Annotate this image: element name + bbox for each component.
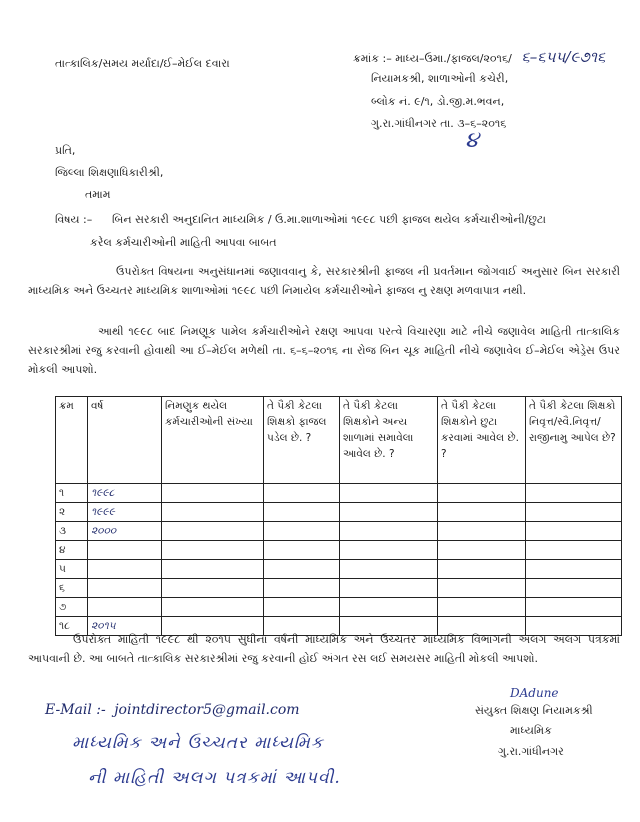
cell-year: ૨૦૦૦ — [88, 522, 162, 541]
cell-year: ૧૯૯૯ — [88, 503, 162, 522]
header-year: વર્ષ — [88, 397, 162, 484]
header-relieved: તે પૈકી કેટલા શિક્ષકોને છુટા કરવામાં આવેલ છે. ? — [438, 397, 526, 484]
email-line — [45, 702, 300, 718]
header-serial: ક્રમ — [56, 397, 88, 484]
data-table — [55, 396, 622, 636]
handwritten-note-line-2: ની માહિતી અલગ પત્રકમાં આપવી. — [88, 768, 341, 788]
recipient-prati: પ્રતિ, — [55, 144, 76, 157]
email-address: jointdirector5@gmail.com — [114, 702, 300, 718]
body-paragraph-1: ઉપરોક્ત વિષયના અનુસંધાનમાં જણાવવાનુ કે, સરકારશ્રીની ફાજલ ની પ્રવર્તમાન જોગવાઈ અનુસાર બિન સરકારી માધ્યમિક અને ઉચ્ચતર માધ્યમિક શાળાઓમાં ૧૯૯૮ પછી નિમાયેલ કર્મચારીઓને ફાજલ નુ રક્ષણ મળવાપાત્ર નથી. — [28, 265, 620, 297]
cell-year — [88, 598, 162, 617]
office-address-line-1: નિયામકશ્રી, શાળાઓની કચેરી, — [371, 72, 509, 85]
body-paragraph-3: ઉપરોક્ત માહિતી ૧૯૯૮ થી ૨૦૧૫ સુધીના વર્ષની માધ્યમિક અને ઉચ્ચતર માધ્યમિક વિભાગની અલગ અલગ પત્રકમાં આપવાની છે. આ બાબતે તાત્કાલિક સરકારશ્રીમાં રજુ કરવાની હોઈ અંગત રસ લઈ સમયસર માહિતી મોકલી આપશો. — [28, 633, 620, 665]
cell-serial: ૧ — [56, 484, 88, 503]
table-header-row — [56, 397, 622, 484]
body-paragraph-2: આથી ૧૯૯૮ બાદ નિમણૂક પામેલ કર્મચારીઓને રક્ષણ આપવા પરત્વે વિચારણા માટે નીચે જણાવેલ માહિતી તાત્કાલિક સરકારશ્રીમાં રજુ કરવાની હોવાથી આ ઈ–મેઈલ મળેથી તા. ૬–૬–૨૦૧૬ ના રોજ બિન ચૂક માહિતી નીચે જણાવેલ ઈ–મેઈલ એડ્રેસ ઉપર મોકલી આપશો. — [28, 325, 620, 376]
delivery-note: તાત્કાલિક/સમય મર્યાદા/ઈ–મેઈલ દવારા — [55, 57, 230, 70]
table-row — [56, 522, 622, 541]
reference-number — [353, 48, 605, 66]
reference-number-handwritten: ૬–૬૫૫/૯૭૧૬ — [521, 48, 606, 66]
handwritten-mark: ૪ — [465, 128, 479, 153]
header-appointed-count: નિમણુક થયેલ કર્મચારીઓની સંખ્યા — [162, 397, 264, 484]
signatory-dept: માધ્યમિક — [510, 724, 552, 737]
cell-serial: ૧૮ — [56, 617, 88, 636]
cell-year — [88, 560, 162, 579]
cell-year: ૧૯૯૮ — [88, 484, 162, 503]
office-address-line-2: બ્લોક નં. ૯/૧, ડો.જી.મ.ભવન, — [371, 95, 505, 108]
table-row — [56, 484, 622, 503]
subject-label: વિષય :– — [55, 213, 93, 226]
table-row — [56, 598, 622, 617]
header-absorbed: તે પૈકી કેટલા શિક્ષકોને અન્ય શાળામાં સમાવેલા આવેલ છે. ? — [340, 397, 438, 484]
cell-serial: ૩ — [56, 522, 88, 541]
subject-line-2: કરેલ કર્મચારીઓની માહિતી આપવા બાબત — [90, 236, 277, 249]
recipient-officer: જિલ્લા શિક્ષણાધિકારીશ્રી, — [55, 166, 164, 179]
signature-scribble: DAdune — [510, 686, 559, 700]
reference-number-printed: ક્રમાંક :– માધ્ય–ઉમા./ફાજલ/૨૦૧૬/ — [353, 52, 512, 65]
table-row — [56, 503, 622, 522]
subject-line-1: બિન સરકારી અનુદાનિત માધ્યમિક / ઉ.મા.શાળાઓમાં ૧૯૯૮ પછી ફાજલ થયેલ કર્મચારીઓની/છુટા — [112, 213, 546, 226]
cell-serial: ૬ — [56, 579, 88, 598]
header-retired: તે પૈકી કેટલા શિક્ષકો નિવૃત્ત/સ્વૈ.નિવૃત્ત/ રાજીનામુ આપેલ છે? — [526, 397, 622, 484]
email-label: E-Mail :- — [45, 702, 106, 718]
cell-serial: ૫ — [56, 560, 88, 579]
cell-serial: ૪ — [56, 541, 88, 560]
cell-year — [88, 579, 162, 598]
table-row — [56, 541, 622, 560]
signatory-title: સંયુક્ત શિક્ષણ નિયામકશ્રી — [475, 704, 593, 717]
recipient-all: તમામ — [85, 188, 111, 201]
cell-year: ૨૦૧૫ — [88, 617, 162, 636]
table-row — [56, 560, 622, 579]
cell-year — [88, 541, 162, 560]
office-address-line-3: ગુ.રા.ગાંધીનગર તા. ૩–૬–૨૦૧૬ — [371, 117, 507, 130]
cell-serial: ૭ — [56, 598, 88, 617]
cell-serial: ૨ — [56, 503, 88, 522]
handwritten-note-line-1: માધ્યમિક અને ઉચ્ચતર માધ્યમિક — [72, 733, 324, 753]
signatory-place: ગુ.રા.ગાંધીનગર — [498, 745, 564, 758]
header-surplus: તે પૈકી કેટલા શિક્ષકો ફાજલ પડેલ છે. ? — [264, 397, 340, 484]
table-row — [56, 579, 622, 598]
